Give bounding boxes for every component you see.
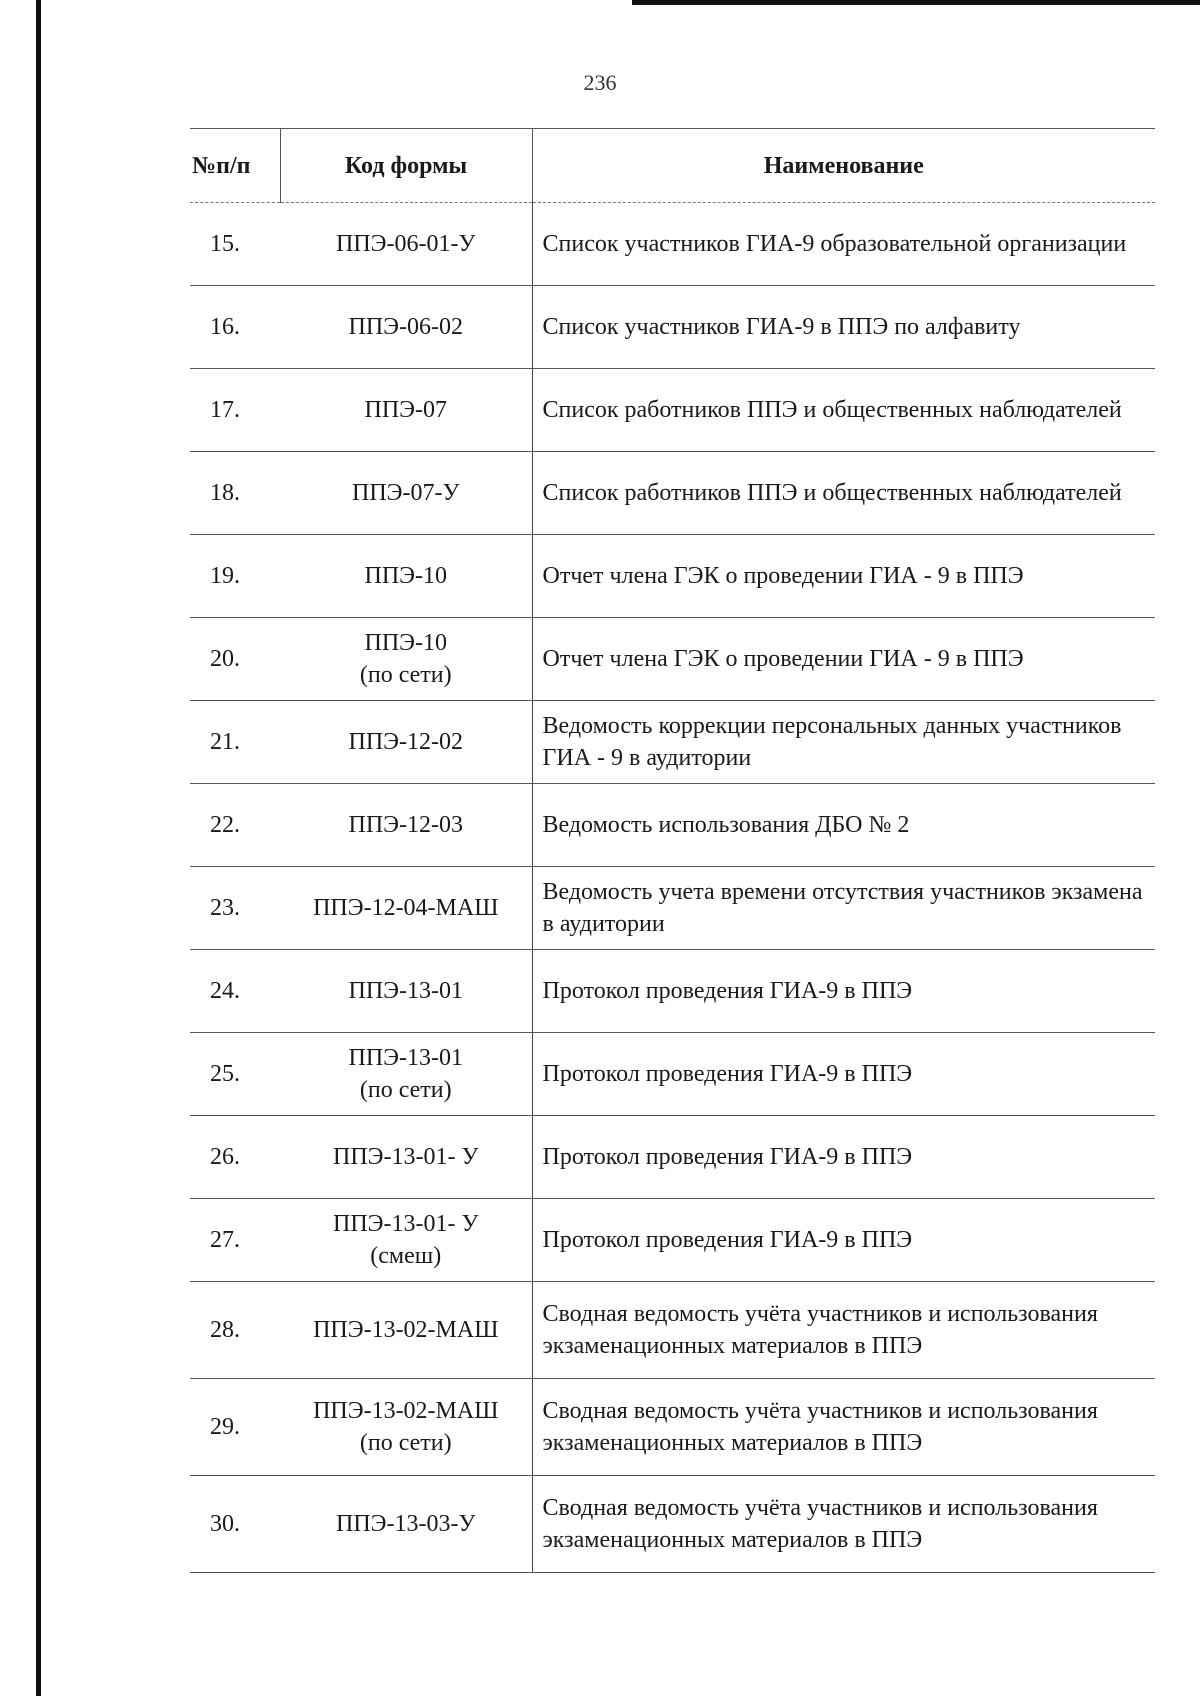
row-number: 16. bbox=[190, 286, 280, 369]
table-row bbox=[190, 1033, 1155, 1116]
table-row bbox=[190, 1379, 1155, 1476]
form-code-cell bbox=[280, 535, 532, 618]
table-row bbox=[190, 535, 1155, 618]
form-code: ППЭ-07-У bbox=[352, 480, 460, 506]
form-code-cell bbox=[280, 1033, 532, 1116]
form-code: ППЭ-13-01- У bbox=[333, 1144, 479, 1170]
form-name: Список участников ГИА-9 в ППЭ по алфавиту bbox=[532, 286, 1155, 369]
form-code-cell bbox=[280, 1116, 532, 1199]
form-name: Протокол проведения ГИА-9 в ППЭ bbox=[532, 1199, 1155, 1282]
form-name: Ведомость использования ДБО № 2 bbox=[532, 784, 1155, 867]
form-code-cell bbox=[280, 369, 532, 452]
table-row bbox=[190, 867, 1155, 950]
row-number: 29. bbox=[190, 1379, 280, 1476]
form-code-cell bbox=[280, 701, 532, 784]
row-number: 18. bbox=[190, 452, 280, 535]
form-code: ППЭ-13-01 bbox=[348, 978, 463, 1004]
form-code: ППЭ-12-02 bbox=[348, 729, 463, 755]
table-header bbox=[190, 129, 1155, 203]
table-row bbox=[190, 1282, 1155, 1379]
row-number: 22. bbox=[190, 784, 280, 867]
form-name: Список работников ППЭ и общественных наблюдателей bbox=[532, 369, 1155, 452]
form-code: ППЭ-10 bbox=[364, 630, 447, 656]
table-row bbox=[190, 369, 1155, 452]
header-name: Наименование bbox=[532, 129, 1155, 203]
row-number: 28. bbox=[190, 1282, 280, 1379]
form-code-cell bbox=[280, 950, 532, 1033]
table-row bbox=[190, 950, 1155, 1033]
table-row bbox=[190, 1116, 1155, 1199]
form-name: Ведомость учета времени отсутствия участников экзамена в аудитории bbox=[532, 867, 1155, 950]
row-number: 19. bbox=[190, 535, 280, 618]
table-body bbox=[190, 203, 1155, 1573]
form-code: ППЭ-12-03 bbox=[348, 812, 463, 838]
form-code: ППЭ-06-02 bbox=[348, 314, 463, 340]
row-number: 27. bbox=[190, 1199, 280, 1282]
form-code-cell bbox=[280, 286, 532, 369]
row-number: 26. bbox=[190, 1116, 280, 1199]
form-name: Протокол проведения ГИА-9 в ППЭ bbox=[532, 1033, 1155, 1116]
form-code-cell bbox=[280, 1379, 532, 1476]
table-row bbox=[190, 452, 1155, 535]
row-number: 15. bbox=[190, 203, 280, 286]
form-name: Сводная ведомость учёта участников и использования экзаменационных материалов в ППЭ bbox=[532, 1282, 1155, 1379]
row-number: 21. bbox=[190, 701, 280, 784]
header-number: №п/п bbox=[190, 129, 280, 203]
table-row bbox=[190, 618, 1155, 701]
form-code: ППЭ-13-02-МАШ bbox=[313, 1317, 499, 1343]
row-number: 25. bbox=[190, 1033, 280, 1116]
form-code-note: (по сети) bbox=[359, 662, 452, 688]
row-number: 17. bbox=[190, 369, 280, 452]
form-name: Протокол проведения ГИА-9 в ППЭ bbox=[532, 1116, 1155, 1199]
form-name: Список работников ППЭ и общественных наблюдателей bbox=[532, 452, 1155, 535]
form-code-cell bbox=[280, 1476, 532, 1573]
form-name: Список участников ГИА-9 образовательной организации bbox=[532, 203, 1155, 286]
row-number: 23. bbox=[190, 867, 280, 950]
form-code-cell bbox=[280, 203, 532, 286]
page-number: 236 bbox=[583, 70, 617, 95]
table-row bbox=[190, 784, 1155, 867]
form-code-cell bbox=[280, 867, 532, 950]
form-code: ППЭ-12-04-МАШ bbox=[313, 895, 499, 921]
form-code: ППЭ-13-03-У bbox=[336, 1511, 476, 1537]
form-code-cell bbox=[280, 618, 532, 701]
form-name: Протокол проведения ГИА-9 в ППЭ bbox=[532, 950, 1155, 1033]
table-row bbox=[190, 286, 1155, 369]
table-row bbox=[190, 1476, 1155, 1573]
form-code-cell bbox=[280, 1199, 532, 1282]
table-row bbox=[190, 1199, 1155, 1282]
form-code: ППЭ-13-01- У bbox=[333, 1211, 479, 1237]
form-name: Отчет члена ГЭК о проведении ГИА - 9 в ППЭ bbox=[532, 535, 1155, 618]
form-code: ППЭ-13-02-МАШ bbox=[313, 1398, 499, 1424]
form-code: ППЭ-07 bbox=[364, 397, 447, 423]
row-number: 30. bbox=[190, 1476, 280, 1573]
form-code: ППЭ-06-01-У bbox=[336, 231, 476, 257]
form-name: Сводная ведомость учёта участников и использования экзаменационных материалов в ППЭ bbox=[532, 1476, 1155, 1573]
form-code-cell bbox=[280, 452, 532, 535]
form-name: Отчет члена ГЭК о проведении ГИА - 9 в ППЭ bbox=[532, 618, 1155, 701]
header-form-code: Код формы bbox=[280, 129, 532, 203]
form-code-cell bbox=[280, 784, 532, 867]
header-row bbox=[190, 129, 1155, 203]
row-number: 20. bbox=[190, 618, 280, 701]
form-code: ППЭ-13-01 bbox=[348, 1045, 463, 1071]
form-name: Ведомость коррекции персональных данных участников ГИА - 9 в аудитории bbox=[532, 701, 1155, 784]
form-code: ППЭ-10 bbox=[364, 563, 447, 589]
form-name: Сводная ведомость учёта участников и использования экзаменационных материалов в ППЭ bbox=[532, 1379, 1155, 1476]
form-code-note: (по сети) bbox=[359, 1430, 452, 1456]
table-row bbox=[190, 203, 1155, 286]
form-code-note: (смеш) bbox=[370, 1243, 442, 1269]
scan-top-rule bbox=[632, 0, 1200, 5]
form-code-note: (по сети) bbox=[359, 1077, 452, 1103]
table-row bbox=[190, 701, 1155, 784]
row-number: 24. bbox=[190, 950, 280, 1033]
form-code-cell bbox=[280, 1282, 532, 1379]
forms-table bbox=[190, 128, 1155, 1573]
scan-binding-edge bbox=[36, 0, 41, 1696]
